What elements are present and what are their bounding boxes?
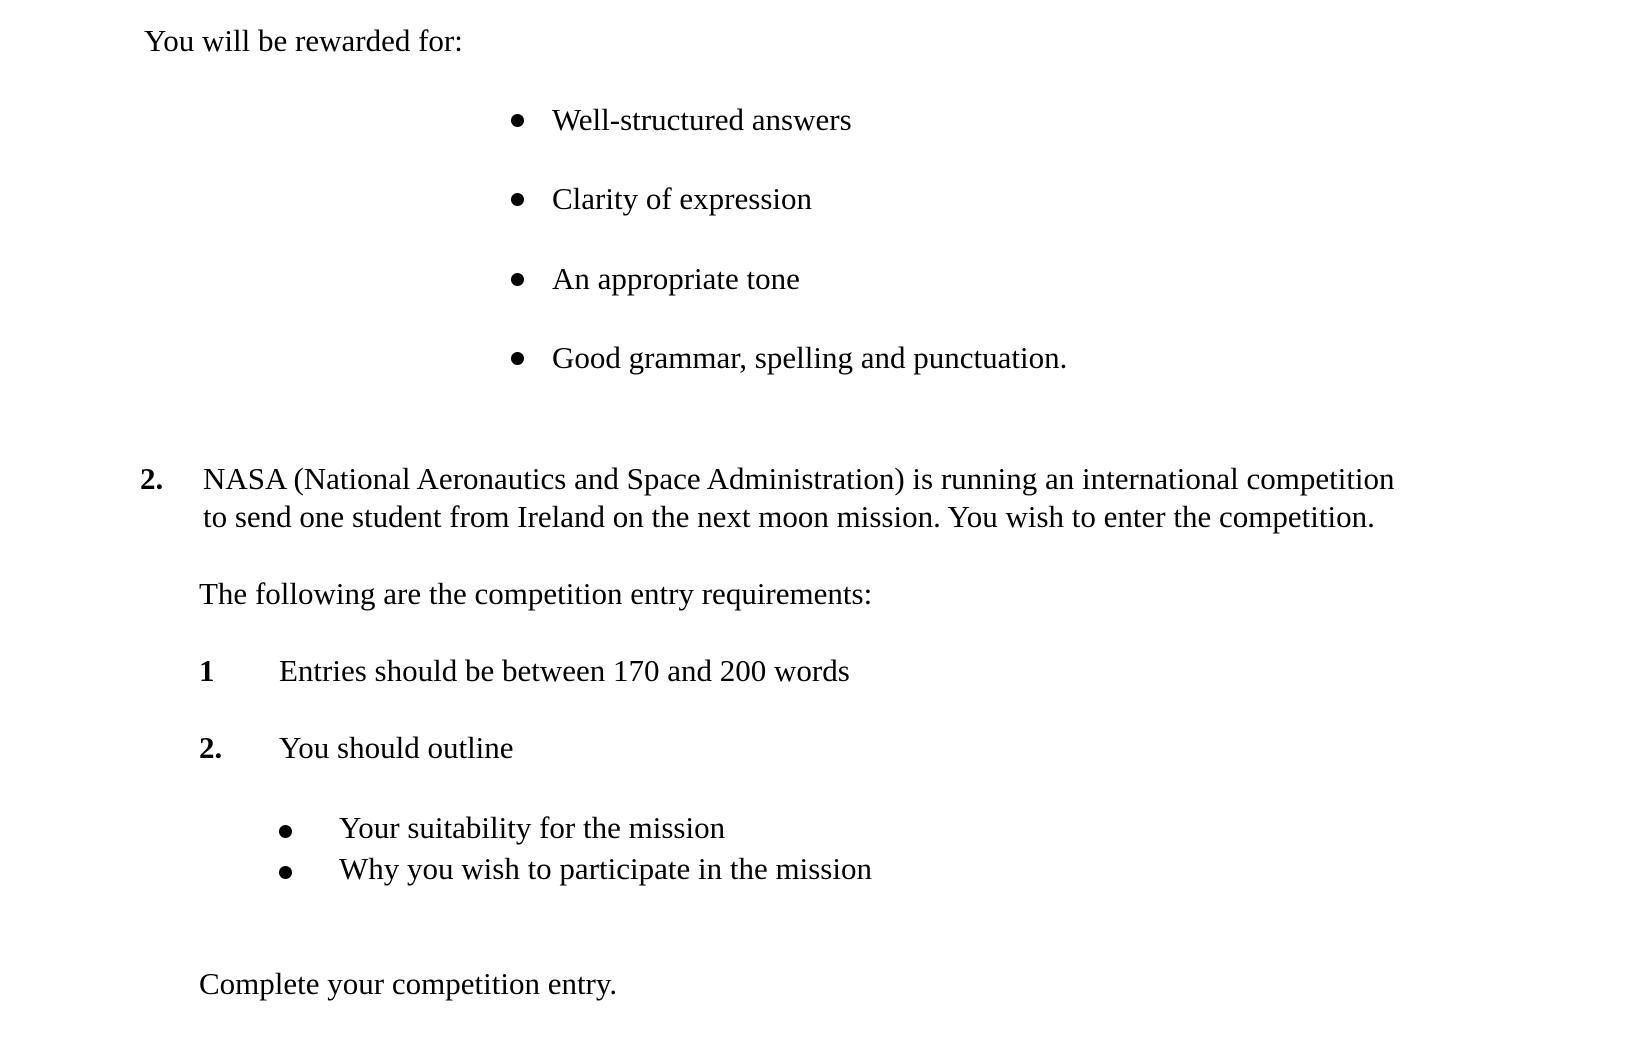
- reward-criterion: Well-structured answers: [552, 102, 852, 137]
- requirement-text: Entries should be between 170 and 200 words: [279, 653, 850, 688]
- bullet-icon: [279, 866, 292, 879]
- bullet-icon: [511, 114, 524, 127]
- question-number: 2.: [140, 461, 164, 496]
- requirement-text: You should outline: [279, 730, 514, 765]
- outline-point: Why you wish to participate in the mission: [339, 851, 872, 886]
- reward-criterion: Clarity of expression: [552, 181, 813, 216]
- question-prompt-line-2: to send one student from Ireland on the next moon mission. You wish to enter the competition.: [203, 499, 1375, 534]
- requirement-number: 2.: [199, 730, 223, 765]
- outline-point: Your suitability for the mission: [339, 810, 726, 845]
- reward-criterion: An appropriate tone: [552, 261, 800, 296]
- bullet-icon: [511, 352, 524, 365]
- reward-criterion: Good grammar, spelling and punctuation.: [552, 340, 1068, 375]
- bullet-icon: [511, 273, 524, 286]
- reward-intro: You will be rewarded for:: [144, 23, 463, 58]
- bullet-icon: [511, 193, 524, 206]
- question-prompt-line-1: NASA (National Aeronautics and Space Administration) is running an international competition: [203, 461, 1395, 496]
- requirements-intro: The following are the competition entry requirements:: [199, 576, 873, 611]
- instruction-text: Complete your competition entry.: [199, 966, 618, 1001]
- bullet-icon: [279, 825, 292, 838]
- requirement-number: 1: [199, 653, 215, 688]
